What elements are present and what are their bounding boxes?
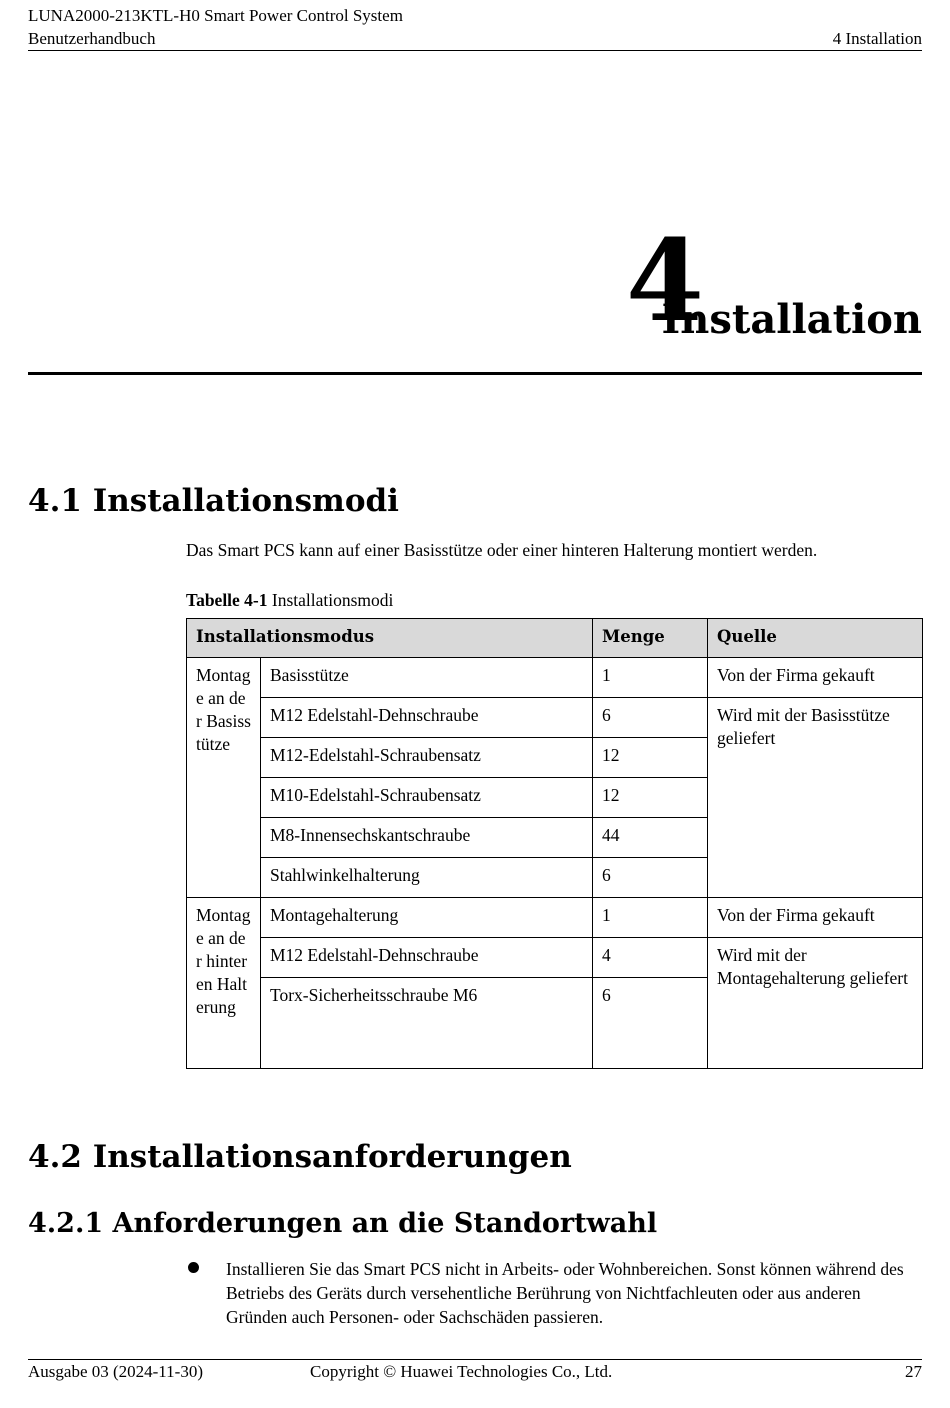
bullet-text: Installieren Sie das Smart PCS nicht in Arbeits- oder Wohnbereichen. Sonst können während des Betriebs des Geräts durch versehentliche Berührung von Nichtfachleuten oder aus anderen Gründen auch Personen- oder Sachschäden passieren.	[226, 1259, 904, 1327]
header-doc-type: Benutzerhandbuch	[28, 29, 156, 48]
footer-rule	[28, 1359, 922, 1360]
qty-cell: 44	[593, 818, 708, 858]
table-row	[187, 898, 923, 938]
header-rule	[28, 50, 922, 51]
mode-cell-basisstuetze: Montage an der Basisstütze	[187, 658, 261, 898]
source-cell: Von der Firma gekauft	[708, 898, 923, 938]
footer-page-number: 27	[905, 1362, 922, 1381]
header-product: LUNA2000-213KTL-H0 Smart Power Control System	[28, 6, 403, 25]
installation-modes-table	[186, 618, 923, 1069]
header-menge: Menge	[593, 619, 708, 658]
table-row	[187, 658, 923, 698]
table-row	[187, 698, 923, 738]
item-cell: M12 Edelstahl-Dehnschraube	[261, 938, 593, 978]
qty-cell: 12	[593, 778, 708, 818]
qty-cell: 12	[593, 738, 708, 778]
qty-cell: 6	[593, 858, 708, 898]
table-caption	[186, 588, 393, 612]
table-row	[187, 938, 923, 978]
section-intro: Das Smart PCS kann auf einer Basisstütze oder einer hinteren Halterung montiert werden.	[186, 540, 818, 560]
qty-cell: 1	[593, 898, 708, 938]
mode-cell-hintere-halterung: Montage an der hinteren Halterung	[187, 898, 261, 1069]
table-caption-label: Tabelle 4-1	[186, 590, 268, 610]
source-cell: Von der Firma gekauft	[708, 658, 923, 698]
header-section: 4 Installation	[832, 29, 922, 48]
header-quelle: Quelle	[708, 619, 923, 658]
item-cell: M12-Edelstahl-Schraubensatz	[261, 738, 593, 778]
footer-copyright: Copyright © Huawei Technologies Co., Ltd.	[310, 1362, 613, 1381]
table-caption-text: Installationsmodi	[271, 590, 394, 610]
qty-cell: 1	[593, 658, 708, 698]
section-heading-4-2: 4.2 Installationsanforderungen	[28, 1139, 572, 1175]
item-cell: Montagehalterung	[261, 898, 593, 938]
section-heading-4-1: 4.1 Installationsmodi	[28, 483, 399, 519]
item-cell: M10-Edelstahl-Schraubensatz	[261, 778, 593, 818]
section-heading-4-2-1: 4.2.1 Anforderungen an die Standortwahl	[28, 1208, 658, 1239]
source-cell: Wird mit der Basisstütze geliefert	[708, 698, 923, 898]
source-cell: Wird mit der Montagehalterung geliefert	[708, 938, 923, 1069]
chapter-number: 4	[626, 216, 704, 347]
item-cell: M12 Edelstahl-Dehnschraube	[261, 698, 593, 738]
item-cell: M8-Innensechskantschraube	[261, 818, 593, 858]
chapter-rule	[28, 372, 922, 375]
bullet-icon	[188, 1262, 199, 1273]
qty-cell: 4	[593, 938, 708, 978]
item-cell: Torx-Sicherheitsschraube M6	[261, 978, 593, 1069]
header-installationsmodus: Installationsmodus	[187, 619, 593, 658]
qty-cell: 6	[593, 698, 708, 738]
qty-cell: 6	[593, 978, 708, 1069]
table-header-row	[187, 619, 923, 658]
chapter-title: Installation	[661, 296, 922, 343]
item-cell: Stahlwinkelhalterung	[261, 858, 593, 898]
item-cell: Basisstütze	[261, 658, 593, 698]
footer-issue: Ausgabe 03 (2024-11-30)	[28, 1362, 203, 1381]
